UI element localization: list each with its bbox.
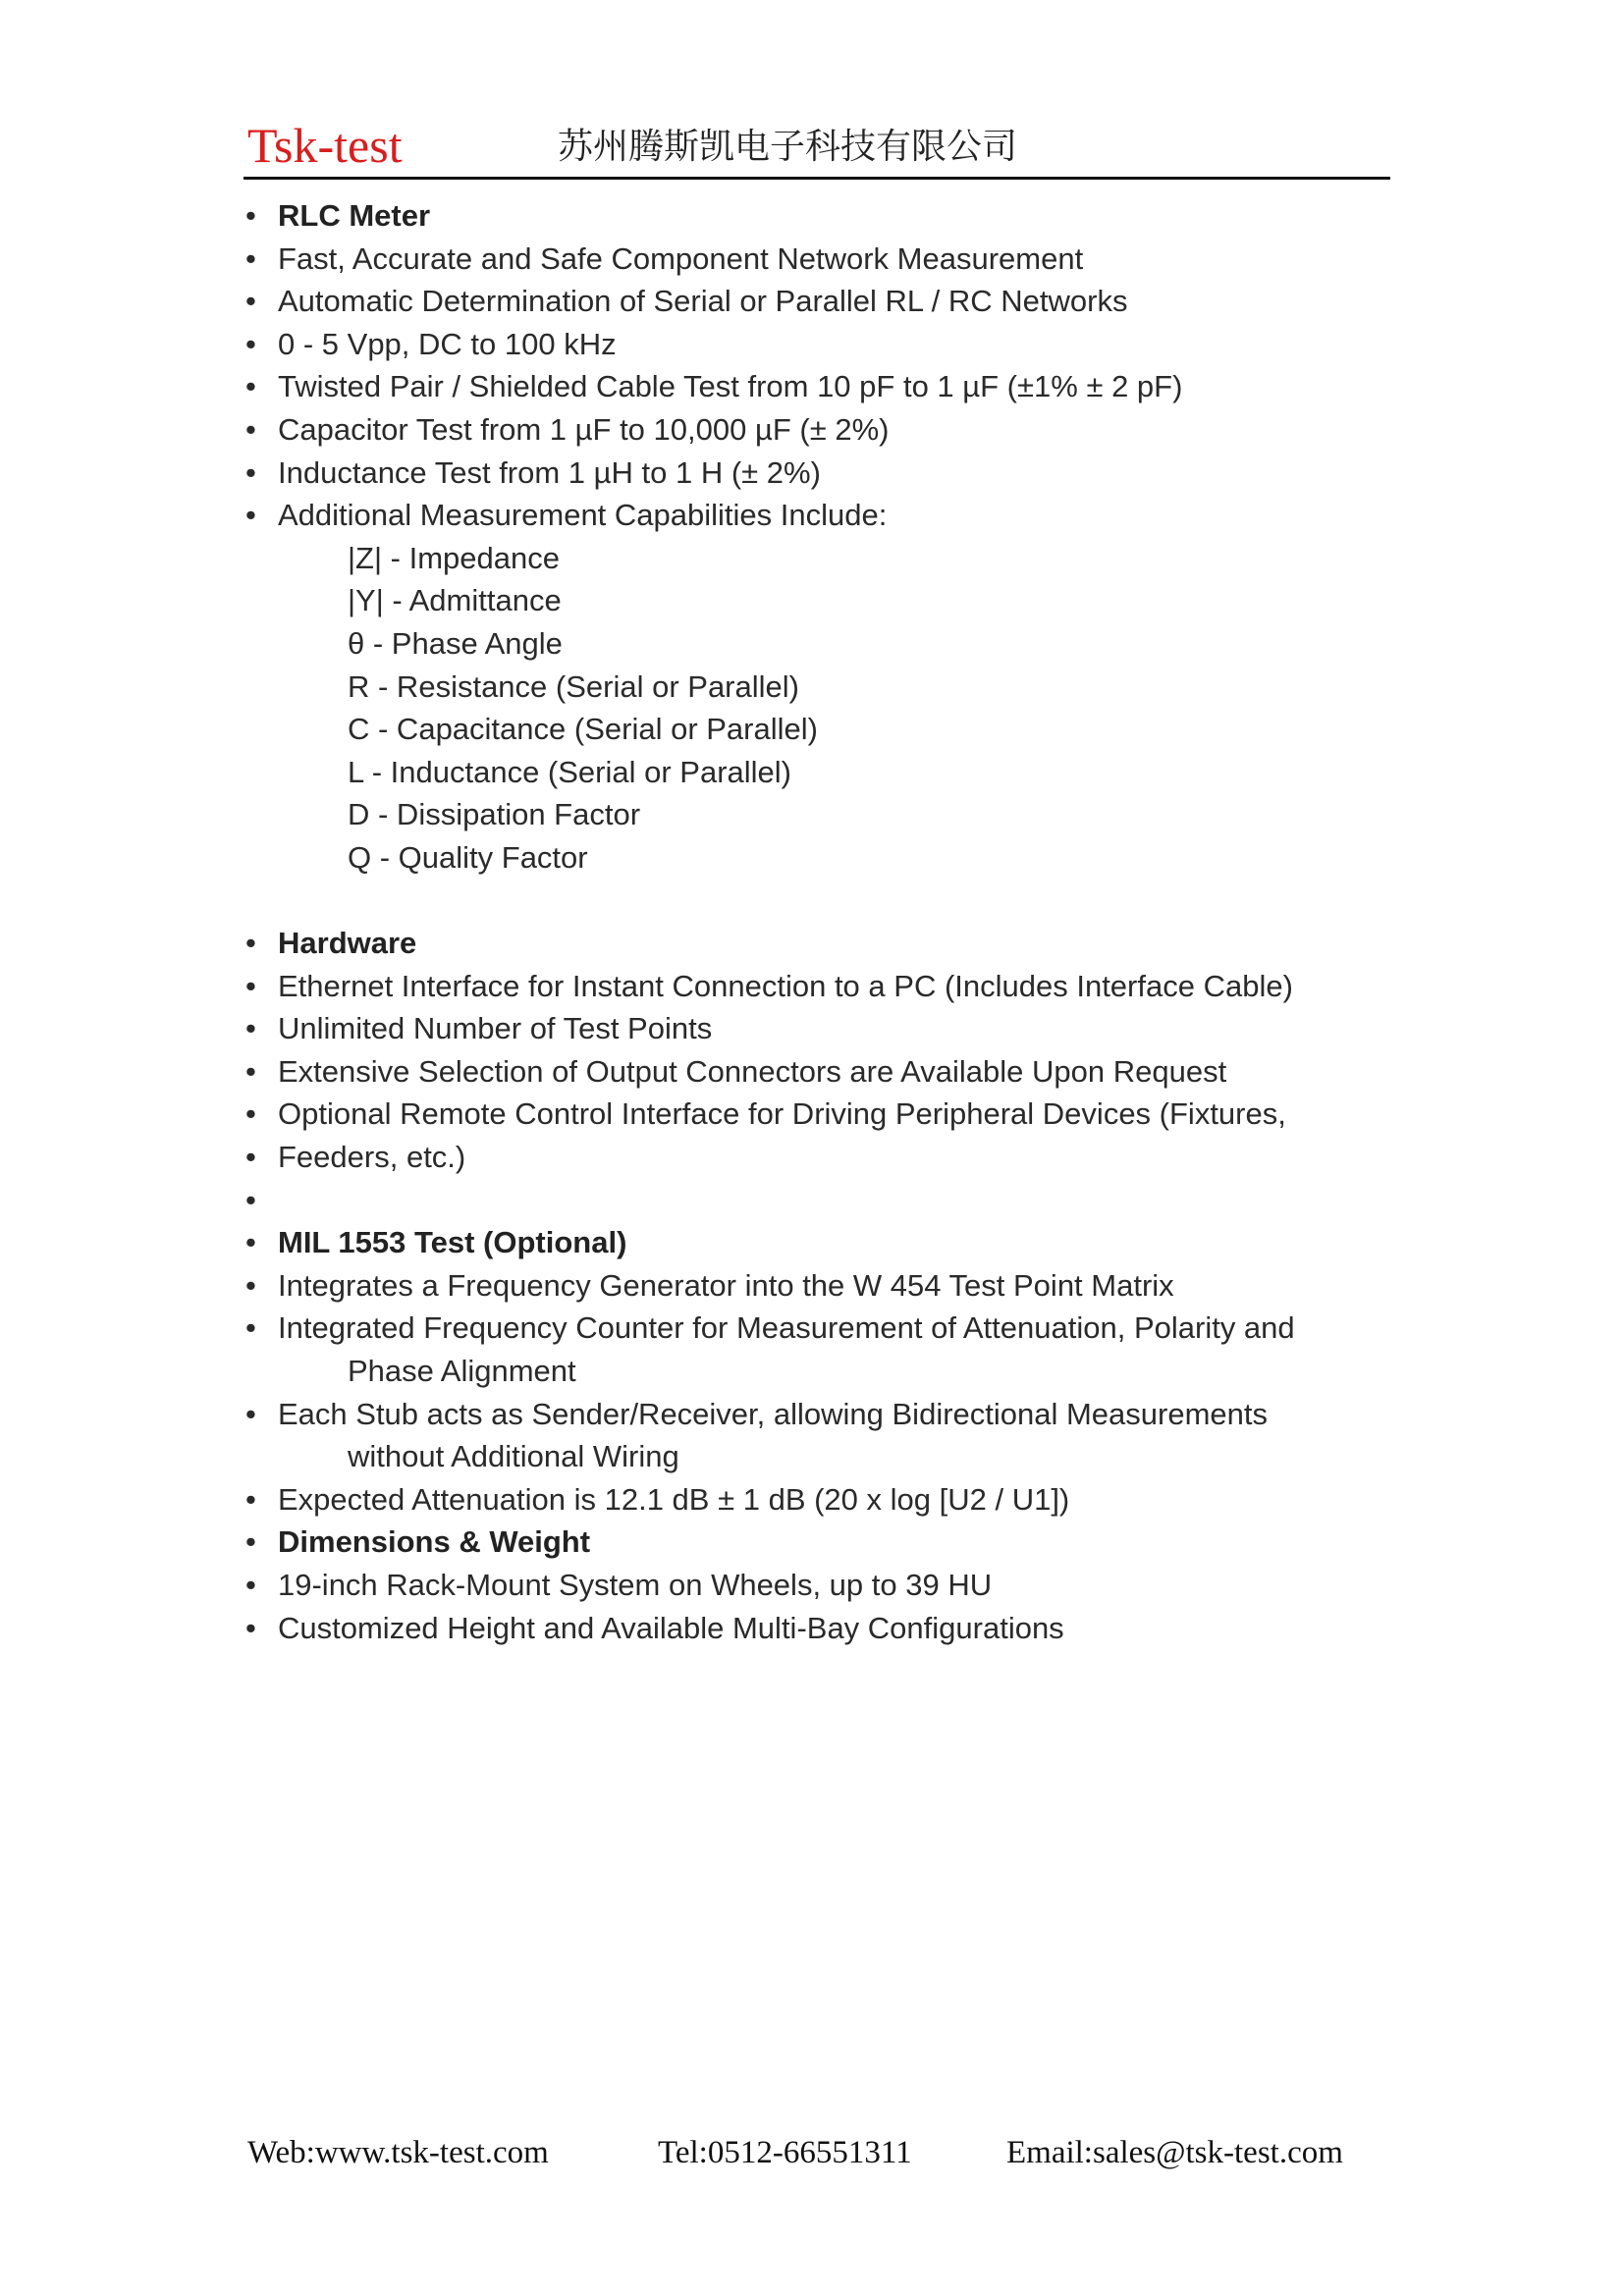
capability-text: |Z| - Impedance	[348, 540, 560, 575]
bullet-icon: •	[245, 968, 256, 1003]
list-item-text: Additional Measurement Capabilities Include:	[278, 498, 888, 533]
list-item-text: Extensive Selection of Output Connectors are Available Upon Request	[278, 1053, 1227, 1089]
empty-list-item	[245, 1179, 1404, 1222]
capability-item	[245, 579, 1404, 622]
capability-text: θ - Phase Angle	[348, 625, 563, 661]
spec-list	[245, 194, 1404, 1649]
bullet-icon: •	[245, 326, 256, 361]
capability-text: R - Resistance (Serial or Parallel)	[348, 668, 799, 704]
heading-text: MIL 1553 Test (Optional)	[278, 1225, 627, 1260]
list-item	[245, 965, 1404, 1008]
page-header	[243, 116, 1390, 180]
bullet-icon: •	[245, 1568, 256, 1602]
footer-email[interactable]: Email:sales@tsk-test.com	[1006, 2135, 1343, 2170]
list-item-text: Automatic Determination of Serial or Parallel RL / RC Networks	[278, 284, 1128, 319]
capability-item	[245, 622, 1404, 666]
list-item	[245, 408, 1404, 452]
list-item	[245, 238, 1404, 281]
list-item	[245, 1564, 1404, 1607]
list-item-text: Capacitor Test from 1 µF to 10,000 µF (± 2%)	[278, 411, 890, 447]
bullet-icon: •	[245, 1524, 256, 1560]
capability-item	[245, 751, 1404, 794]
list-item	[245, 365, 1404, 408]
list-item	[245, 1307, 1404, 1350]
list-item	[245, 494, 1404, 537]
list-item	[245, 323, 1404, 366]
bullet-icon: •	[245, 369, 256, 404]
list-item-text: Each Stub acts as Sender/Receiver, allowing Bidirectional Measurements	[278, 1396, 1269, 1431]
page-footer	[247, 2128, 1396, 2177]
list-item-continuation	[245, 1350, 1404, 1393]
bullet-icon: •	[245, 1396, 256, 1431]
capability-item	[245, 537, 1404, 580]
list-item-text: without Additional Wiring	[348, 1439, 679, 1474]
bullet-icon: •	[245, 498, 256, 533]
list-item-text: Feeders, etc.)	[278, 1140, 466, 1175]
list-item-text: Optional Remote Control Interface for Driving Peripheral Devices (Fixtures,	[278, 1096, 1286, 1132]
bullet-icon: •	[245, 411, 256, 447]
capability-item	[245, 666, 1404, 709]
brand-logo-text: Tsk-test	[247, 118, 403, 173]
capability-text: Q - Quality Factor	[348, 839, 588, 875]
footer-website[interactable]: Web:www.tsk-test.com	[247, 2135, 549, 2170]
list-item	[245, 1264, 1404, 1308]
list-item	[245, 1478, 1404, 1522]
blank-line	[245, 880, 1404, 923]
section-heading-rlc-meter	[245, 194, 1404, 238]
bullet-icon: •	[245, 454, 256, 490]
footer-phone: Tel:0512-66551311	[658, 2135, 912, 2170]
list-item	[245, 280, 1404, 323]
bullet-icon: •	[245, 1310, 256, 1346]
list-item-text: Twisted Pair / Shielded Cable Test from 10 pF to 1 µF (±1% ± 2 pF)	[278, 369, 1183, 404]
section-heading-hardware	[245, 922, 1404, 965]
capability-text: C - Capacitance (Serial or Parallel)	[348, 712, 818, 747]
section-heading-mil-1553	[245, 1221, 1404, 1264]
bullet-icon: •	[245, 1011, 256, 1046]
bullet-icon: •	[245, 1267, 256, 1303]
list-item-text: Fast, Accurate and Safe Component Network Measurement	[278, 240, 1084, 276]
list-item	[245, 1393, 1404, 1436]
capability-text: |Y| - Admittance	[348, 583, 562, 618]
list-item	[245, 1050, 1404, 1094]
company-name: 苏州腾斯凯电子科技有限公司	[558, 127, 1018, 167]
capability-text: D - Dissipation Factor	[348, 797, 641, 832]
bullet-icon: •	[245, 198, 256, 233]
bullet-icon: •	[245, 240, 256, 276]
list-item	[245, 452, 1404, 495]
heading-text: Hardware	[278, 926, 417, 961]
list-item-text: Inductance Test from 1 µH to 1 H (± 2%)	[278, 454, 821, 490]
list-item-text: Ethernet Interface for Instant Connection to a PC (Includes Interface Cable)	[278, 968, 1293, 1003]
list-item-text: 19-inch Rack-Mount System on Wheels, up to 39 HU	[278, 1568, 993, 1602]
bullet-icon: •	[245, 284, 256, 319]
heading-text: RLC Meter	[278, 198, 431, 233]
bullet-icon: •	[245, 1182, 256, 1217]
bullet-icon: •	[245, 926, 256, 961]
list-item	[245, 1007, 1404, 1050]
list-item-text: Integrated Frequency Counter for Measurement of Attenuation, Polarity and	[278, 1310, 1295, 1346]
capability-item	[245, 708, 1404, 751]
bullet-icon: •	[245, 1096, 256, 1132]
list-item-text: Expected Attenuation is 12.1 dB ± 1 dB (20 x log [U2 / U1])	[278, 1481, 1070, 1517]
bullet-icon: •	[245, 1481, 256, 1517]
list-item	[245, 1607, 1404, 1650]
list-item-text: Integrates a Frequency Generator into the W 454 Test Point Matrix	[278, 1267, 1174, 1303]
capability-item	[245, 793, 1404, 836]
heading-text: Dimensions & Weight	[278, 1524, 591, 1560]
list-item	[245, 1093, 1404, 1136]
section-heading-dimensions	[245, 1521, 1404, 1564]
bullet-icon: •	[245, 1053, 256, 1089]
bullet-icon: •	[245, 1140, 256, 1175]
list-item	[245, 1136, 1404, 1179]
list-item-text: Customized Height and Available Multi-Bay Configurations	[278, 1610, 1064, 1645]
list-item-text: Unlimited Number of Test Points	[278, 1011, 713, 1046]
list-item-text: Phase Alignment	[348, 1354, 576, 1389]
capability-text: L - Inductance (Serial or Parallel)	[348, 754, 791, 789]
list-item-text: 0 - 5 Vpp, DC to 100 kHz	[278, 326, 617, 361]
list-item-continuation	[245, 1435, 1404, 1478]
bullet-icon: •	[245, 1225, 256, 1260]
bullet-icon: •	[245, 1610, 256, 1645]
capability-item	[245, 836, 1404, 880]
